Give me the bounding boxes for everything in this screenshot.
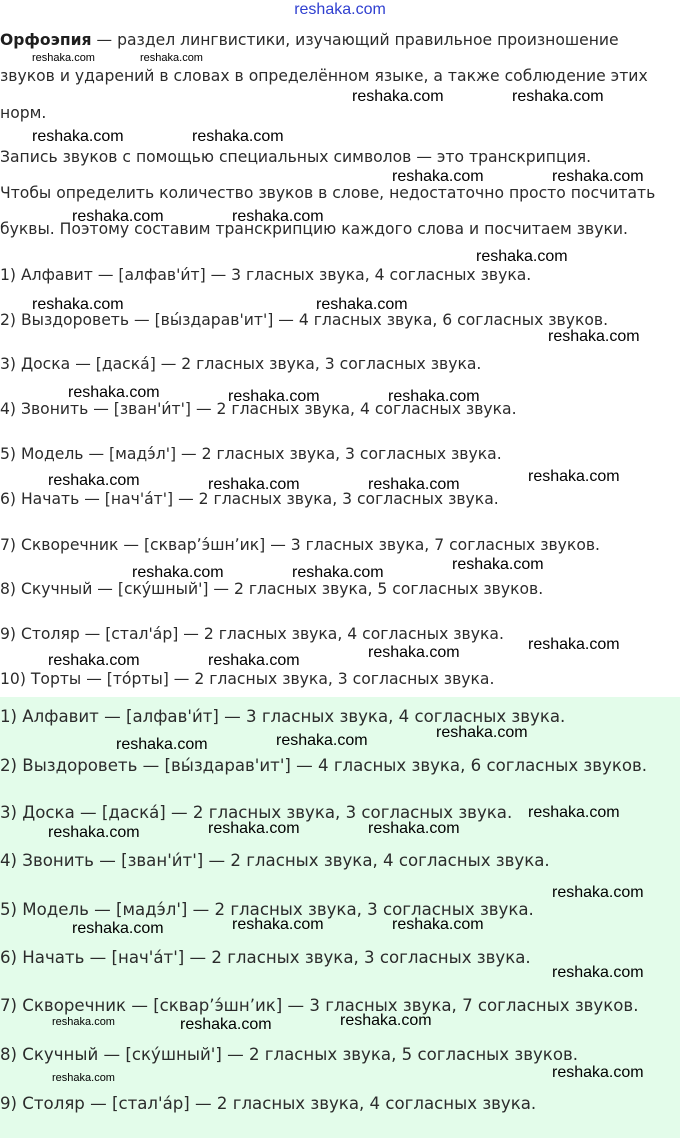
watermark: reshaka.com	[48, 824, 140, 841]
watermark: reshaka.com	[116, 736, 208, 753]
watermark: reshaka.com	[32, 296, 124, 313]
list-item: 1) Алфавит — [алфав'и́т] — 3 гласных звука, 4 согласных звука.	[0, 266, 532, 284]
watermark: reshaka.com	[548, 328, 640, 345]
answer-item: 7) Скворечник — [скварʼэ́шнʼик] — 3 гласных звука, 7 согласных звуков.	[0, 996, 639, 1015]
answer-item: 5) Модель — [мадэ́л'] — 2 гласных звука, 3 согласных звука.	[0, 900, 534, 919]
watermark: reshaka.com	[528, 804, 620, 821]
watermark: reshaka.com	[552, 1064, 644, 1081]
list-item: 5) Модель — [мадэ́л'] — 2 гласных звука, 3 согласных звука.	[0, 445, 502, 463]
watermark: reshaka.com	[292, 564, 384, 581]
watermark: reshaka.com	[72, 208, 164, 225]
intro-definition: — раздел лингвистики, изучающий правильное произношение	[91, 31, 619, 49]
watermark: reshaka.com	[140, 52, 203, 64]
watermark: reshaka.com	[552, 168, 644, 185]
list-item: 7) Скворечник — [скварʼэ́шнʼик] — 3 гласных звука, 7 согласных звуков.	[0, 536, 601, 554]
intro-line-5: Чтобы определить количество звуков в слове, недостаточно просто посчитать	[0, 184, 656, 202]
answer-item: 9) Столяр — [стал'а́р] — 2 гласных звука, 4 согласных звука.	[0, 1094, 537, 1113]
watermark: reshaka.com	[452, 556, 544, 573]
watermark: reshaka.com	[48, 652, 140, 669]
watermark: reshaka.com	[68, 384, 160, 401]
watermark: reshaka.com	[48, 472, 140, 489]
list-item: 10) Торты — [то́рты] — 2 гласных звука, 3 согласных звука.	[0, 670, 495, 688]
watermark: reshaka.com	[352, 88, 444, 105]
answer-item: 3) Доска — [даска́] — 2 гласных звука, 3 согласных звука.	[0, 803, 513, 822]
answer-item: 4) Звонить — [зван'и́т'] — 2 гласных звука, 4 согласных звука.	[0, 851, 550, 870]
watermark: reshaka.com	[72, 920, 164, 937]
list-item: 3) Доска — [даска́] — 2 гласных звука, 3 согласных звука.	[0, 355, 482, 373]
watermark: reshaka.com	[232, 916, 324, 933]
list-item: 2) Выздороветь — [вы́здарав'ит'] — 4 гласных звука, 6 согласных звуков.	[0, 311, 609, 329]
watermark: reshaka.com	[392, 916, 484, 933]
term-orthoepy: Орфоэпия	[0, 31, 92, 49]
site-link[interactable]: reshaka.com	[294, 1, 386, 18]
watermark: reshaka.com	[528, 636, 620, 653]
intro-line-4: Запись звуков с помощью специальных символов — это транскрипция.	[0, 148, 592, 166]
watermark: reshaka.com	[316, 296, 408, 313]
watermark: reshaka.com	[180, 1016, 272, 1033]
watermark: reshaka.com	[392, 168, 484, 185]
watermark: reshaka.com	[32, 128, 124, 145]
list-item: 6) Начать — [нач'а́т'] — 2 гласных звука, 3 согласных звука.	[0, 490, 499, 508]
answer-item: 2) Выздороветь — [вы́здарав'ит'] — 4 гласных звука, 6 согласных звуков.	[0, 756, 648, 775]
watermark: reshaka.com	[388, 388, 480, 405]
watermark: reshaka.com	[368, 820, 460, 837]
watermark: reshaka.com	[32, 52, 95, 64]
watermark: reshaka.com	[208, 652, 300, 669]
answer-item: 1) Алфавит — [алфав'и́т] — 3 гласных звука, 4 согласных звука.	[0, 707, 566, 726]
watermark: reshaka.com	[512, 88, 604, 105]
list-item: 8) Скучный — [ску́шный'] — 2 гласных звука, 5 согласных звуков.	[0, 580, 544, 598]
watermark: reshaka.com	[552, 964, 644, 981]
watermark: reshaka.com	[552, 884, 644, 901]
watermark: reshaka.com	[368, 476, 460, 493]
watermark: reshaka.com	[528, 468, 620, 485]
intro-line-3: норм.	[0, 104, 47, 122]
watermark: reshaka.com	[228, 388, 320, 405]
watermark: reshaka.com	[208, 820, 300, 837]
watermark: reshaka.com	[52, 1072, 115, 1084]
watermark: reshaka.com	[232, 208, 324, 225]
watermark: reshaka.com	[476, 248, 568, 265]
watermark: reshaka.com	[52, 1016, 115, 1028]
watermark: reshaka.com	[192, 128, 284, 145]
intro-line-6: буквы. Поэтому составим транскрипцию каждого слова и посчитаем звуки.	[0, 220, 628, 238]
answer-item: 6) Начать — [нач'а́т'] — 2 гласных звука, 3 согласных звука.	[0, 948, 531, 967]
watermark: reshaka.com	[436, 724, 528, 741]
watermark: reshaka.com	[132, 564, 224, 581]
watermark: reshaka.com	[276, 732, 368, 749]
watermark: reshaka.com	[368, 644, 460, 661]
intro-line-2: звуков и ударений в словах в определённом языке, а также соблюдение этих	[0, 67, 648, 85]
answer-item: 8) Скучный — [ску́шный'] — 2 гласных звука, 5 согласных звуков.	[0, 1045, 579, 1064]
watermark: reshaka.com	[208, 476, 300, 493]
list-item: 4) Звонить — [зван'и́т'] — 2 гласных звука, 4 согласных звука.	[0, 400, 517, 418]
watermark: reshaka.com	[340, 1012, 432, 1029]
intro-line-1	[0, 30, 619, 50]
list-item: 9) Столяр — [стал'а́р] — 2 гласных звука, 4 согласных звука.	[0, 625, 504, 643]
